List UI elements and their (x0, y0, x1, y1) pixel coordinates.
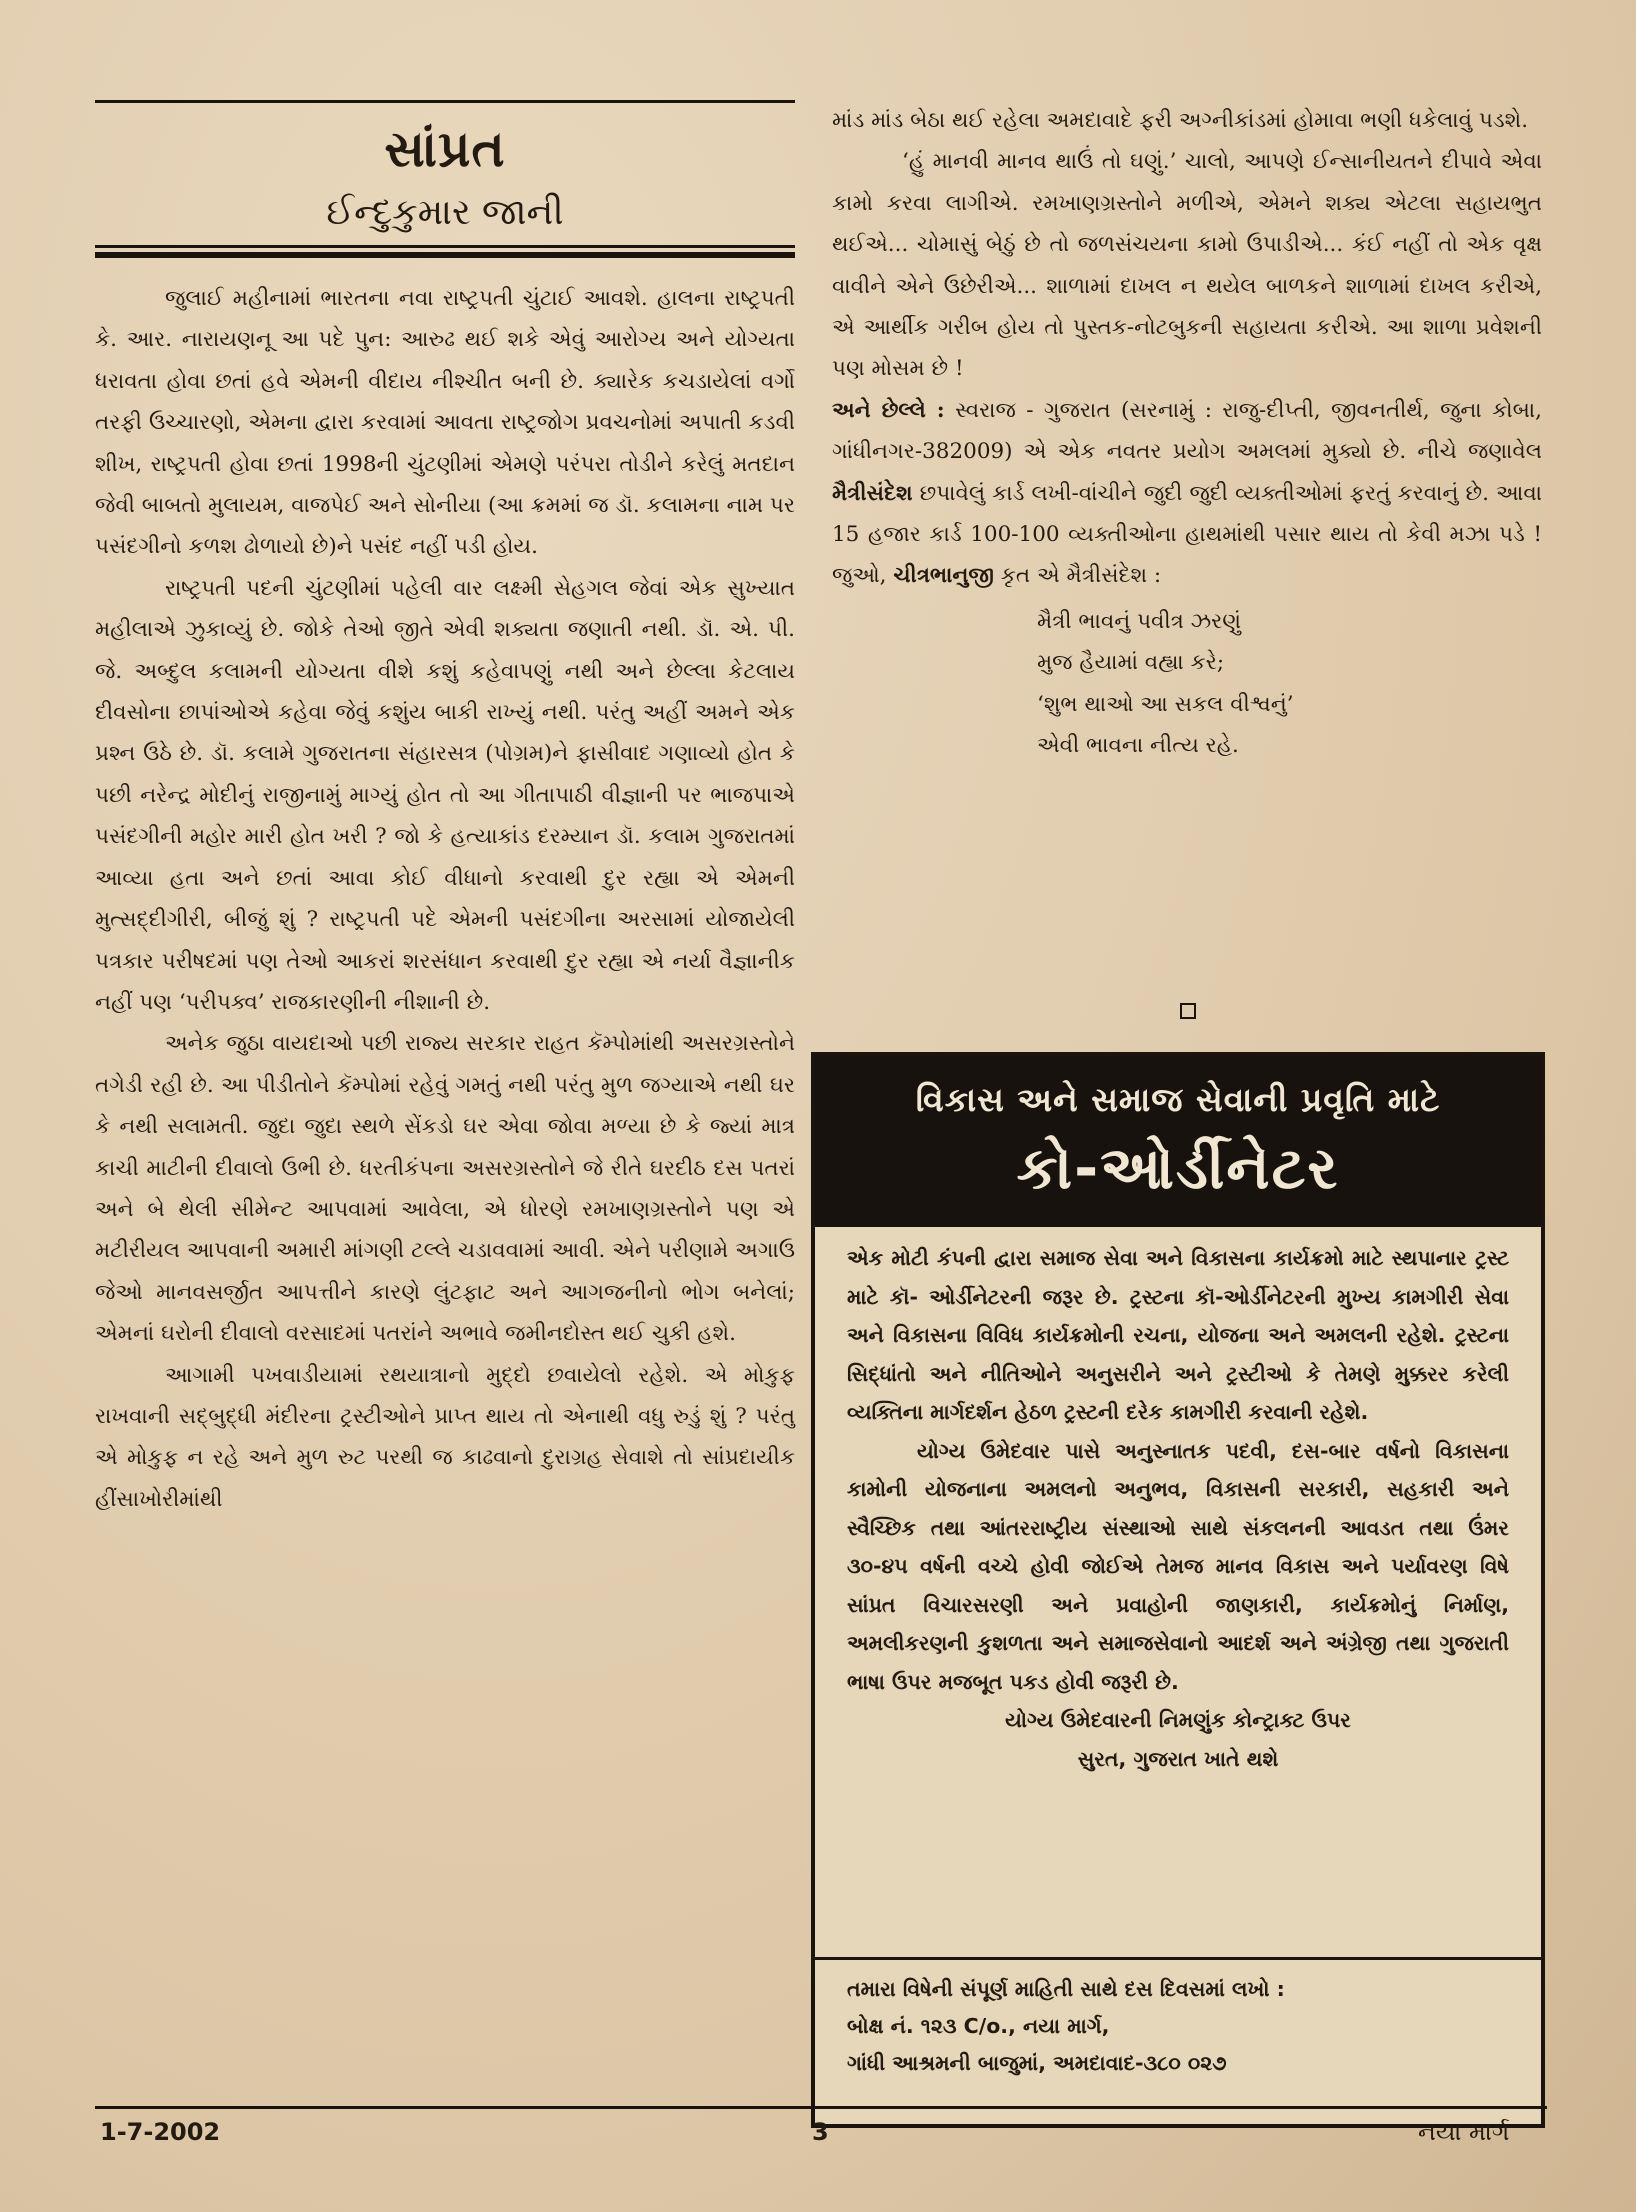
ad-heading: કો-ઓર્ડીનેટર (1016, 1134, 1340, 1202)
article-paragraph: ‘હું માનવી માનવ થાઉં તો ઘણું.’ ચાલો, આપણે ઈન્સાનીયતને દીપાવે એવા કામો કરવા લાગીએ. રમખાણગ્રસ્તોને મળીએ, એમને શક્ય એટલા સહાયભુત થઈએ... ચોમાસું બેઠું છે તો જળસંચયના કામો ઉપાડીએ... કંઈ નહીં તો એક વૃક્ષ વાવીને એને ઉછેરીએ... શાળામાં દાખલ ન થયેલ બાળકને શાળામાં દાખલ કરીએ, એ આર્થીક ગરીબ હોય તો પુસ્તક-નોટબુકની સહાયતા કરીએ. આ શાળા પ્રવેશની પણ મોસમ છે ! (832, 149, 1542, 382)
maitri-sandesh-term: મૈત્રીસંદેશ (832, 480, 913, 506)
ad-contact-line: બોક્ષ નં. ૧૨૩ C/o., નયા માર્ગ, (847, 2014, 1110, 2038)
ad-appointment-line: સુરત, ગુજરાત ખાતે થશે (1077, 1746, 1279, 1771)
closing-paragraph (832, 390, 1542, 597)
ad-body (815, 1227, 1541, 1778)
article-paragraph: અનેક જુઠા વાયદાઓ પછી રાજ્ય સરકાર રાહત કૅમ્પોમાંથી અસરગ્રસ્તોને તગેડી રહી છે. આ પીડીતોને કૅમ્પોમાં રહેવું ગમતું નથી પરંતુ મુળ જગ્યાએ નથી ઘર કે નથી સલામતી. જુદા જુદા સ્થળે સેંકડો ઘર એવા જોવા મળ્યા છે કે જ્યાં માત્ર કાચી માટીની દીવાલો ઉભી છે. ધરતીકંપના અસરગ્રસ્તોને જે રીતે ઘરદીઠ દસ પતરાં અને બે થેલી સીમેન્ટ આપવામાં આવેલા, એ ધોરણે રમખાણગ્રસ્તોને પણ એ મટીરીયલ આપવાની અમારી માંગણી ટલ્લે ચડાવવામાં આવી. એને પરીણામે અગાઉ જેઓ માનવસર્જીત આપત્તીને કારણે લુંટફાટ અને આગજનીનો ભોગ બનેલાં; એમનાં ઘરોની દીવાલો વરસાદમાં પતરાંને અભાવે જમીનદોસ્ત થઈ ચુકી હશે. (95, 1031, 795, 1347)
article-body-right (832, 100, 1542, 597)
closing-text: છપાવેલું કાર્ડ લખી-વાંચીને જુદી જુદી વ્યક્તીઓમાં ફરતું કરવાનું છે. આવા 15 હજાર કાર્ડ 100-100 વ્યક્તીઓના હાથમાંથી પસાર થાય તો કેવી મઝા પડે ! જુઓ, (832, 480, 1542, 589)
ad-header (815, 1056, 1541, 1227)
closing-lead: અને છેલ્લે : (832, 397, 945, 423)
ad-subheading: વિકાસ અને સમાજ સેવાની પ્રવૃતિ માટે (915, 1080, 1441, 1119)
author-rule-thick (95, 252, 795, 258)
article-paragraph: જુલાઈ મહીનામાં ભારતના નવા રાષ્ટ્રપતી ચુંટાઈ આવશે. હાલના રાષ્ટ્રપતી કે. આર. નારાયણનૂ આ પદે પુન: આરુઢ થઈ શકે એવું આરોગ્ય અને યોગ્યતા ધરાવતા હોવા છતાં હવે એમની વીદાય નીશ્ચીત બની છે. ક્યારેક કચડાયેલાં વર્ગો તરફી ઉચ્ચારણો, એમના દ્વારા કરવામાં આવતા રાષ્ટ્રજોગ પ્રવચનોમાં અપાતી કડવી શીખ, રાષ્ટ્રપતી હોવા છતાં 1998ની ચુંટણીમાં એમણે પરંપરા તોડીને કરેલું મતદાન જેવી બાબતો મુલાયમ, વાજપેઈ અને સોનીયા (આ ક્રમમાં જ ડૉ. કલામના નામ પર પસંદગીનો કળશ ઢોળાયો છે)ને પસંદ નહીં પડી હોય. (95, 286, 795, 560)
ad-appointment-line: યોગ્ય ઉમેદવારની નિમણુંક કોન્ટ્રાક્ટ ઉપર (1005, 1708, 1351, 1732)
page-number: 3 (812, 2118, 829, 2146)
top-rule (95, 100, 795, 103)
article-body-left (95, 278, 795, 1520)
ad-contact-line: ગાંધી આશ્રમની બાજુમાં, અમદાવાદ-૩૮૦ ૦૨૭ (847, 2051, 1227, 2075)
closing-text: કૃત એ મૈત્રીસંદેશ : (993, 563, 1162, 589)
issue-date: 1-7-2002 (100, 2118, 221, 2146)
poem-line: એવી ભાવના નીત્ય રહે. (1037, 733, 1239, 759)
right-column (832, 100, 1542, 767)
article-paragraph: રાષ્ટ્રપતી પદની ચુંટણીમાં પહેલી વાર લક્ષ્મી સેહગલ જેવાં એક સુખ્યાત મહીલાએ ઝુકાવ્યું છે. જોકે તેઓ જીતે એવી શક્યતા જણાતી નથી. ડૉ. એ. પી. જે. અબ્દુલ કલામની યોગ્યતા વીશે કશું કહેવાપણું નથી અને છેલ્લા કેટલાય દીવસોના છાપાંઓએ કહેવા જેવું કશુંય બાકી રાખ્યું નથી. પરંતુ અહીં અમને એક પ્રશ્ન ઉઠે છે. ડૉ. કલામે ગુજરાતના સંહારસત્ર (પોગ્રમ)ને ફાસીવાદ ગણાવ્યો હોત કે પછી નરેન્દ્ર મોદીનું રાજીનામું માગ્યું હોત તો આ ગીતાપાઠી વીજ્ઞાની પર ભાજપાએ પસંદગીની મહોર મારી હોત ખરી ? જો કે હત્યાકાંડ દરમ્યાન ડૉ. કલામ ગુજરાતમાં આવ્યા હતા અને છતાં આવા કોઈ વીધાનો કરવાથી દુર રહ્યા એ એમની મુત્સદ્દીગીરી, બીજું શું ? રાષ્ટ્રપતી પદે એમની પસંદગીના અરસામાં યોજાયેલી પત્રકાર પરીષદમાં પણ તેઓ આકરાં શરસંધાન કરવાથી દુર રહ્યા એ નર્યા વૈજ્ઞાનીક નહીં પણ ‘પરીપક્વ’ રાજકારણીની નીશાની છે. (95, 575, 795, 1015)
footer-rule (95, 2106, 1547, 2109)
left-column (95, 100, 795, 1520)
poem-line: મૈત્રી ભાવનું પવીત્ર ઝરણું (1037, 608, 1242, 634)
ad-contact-line: તમારા વિષેની સંપૂર્ણ માહિતી સાથે દસ દિવસમાં લખો : (847, 1977, 1285, 2001)
article-paragraph: આગામી પખવાડીયામાં રથયાત્રાનો મુદ્દો છવાયેલો રહેશે. એ મોકુફ રાખવાની સદ્બુદ્ધી મંદીરના ટ્રસ્ટીઓને પ્રાપ્ત થાય તો એનાથી વધુ રુડું શું ? પરંતુ એ મોકુફ ન રહે અને મુળ રુટ પરથી જ કાઢવાનો દુરાગ્રહ સેવાશે તો સાંપ્રદાયીક હીંસાખોરીમાંથી (95, 1362, 795, 1512)
ad-paragraph: એક મોટી કંપની દ્વારા સમાજ સેવા અને વિકાસના કાર્યક્રમો માટે સ્થપાનાર ટ્રસ્ટ માટે કૉ- ઓર્ડીનેટરની જરૂર છે. ટ્રસ્ટના કૉ-ઓર્ડીનેટરની મુખ્ય કામગીરી સેવા અને વિકાસના વિવિધ કાર્યક્રમોની રચના, યોજના અને અમલની રહેશે. ટ્રસ્ટના સિદ્ધાંતો અને નીતિઓને અનુસરીને અને ટ્રસ્ટીઓ કે તેમણે મુક્કરર કરેલી વ્યક્તિના માર્ગદર્શન હેઠળ ટ્રસ્ટની દરેક કામગીરી કરવાની રહેશે. (847, 1246, 1509, 1424)
ad-paragraph: યોગ્ય ઉમેદવાર પાસે અનુસ્નાતક પદવી, દસ-બાર વર્ષનો વિકાસના કામોની યોજનાના અમલનો અનુભવ, વિકાસની સરકારી, સહકારી અને સ્વૈચ્છિક તથા આંતરરાષ્ટ્રીય સંસ્થાઓ સાથે સંકલનની આવડત તથા ઉંમર ૩૦-૪૫ વર્ષની વચ્ચે હોવી જોઈએ તેમજ માનવ વિકાસ અને પર્યાવરણ વિષે સાંપ્રત વિચારસરણી અને પ્રવાહોની જાણકારી, કાર્યક્રમોનું નિર્માણ, અમલીકરણની કુશળતા અને સમાજસેવાનો આદર્શ અને અંગ્રેજી તથા ગુજરાતી ભાષા ઉપર મજબૂત પકડ હોવી જરૂરી છે. (847, 1438, 1509, 1694)
author-rule (95, 245, 795, 248)
section-title: સાંપ્રત (384, 120, 506, 178)
closing-text: સ્વરાજ - ગુજરાત (સરનામું : રાજુ-દીપ્તી, જીવનતીર્થ, જુના કોબા, ગાંધીનગર-382009) એ એક નવતર પ્રયોગ અમલમાં મુક્યો છે. નીચે જણાવેલ (832, 397, 1542, 465)
poem-line: ‘શુભ થાઓ આ સકલ વીશ્વનું’ (1037, 691, 1294, 717)
poem (1037, 601, 1542, 767)
job-advertisement (811, 1052, 1545, 2128)
article-end-square-icon (1180, 1003, 1196, 1019)
author-name: ઈન્દુકુમાર જાની (326, 192, 564, 233)
poet-name: ચીત્રભાનુજી (893, 563, 994, 589)
ad-contact (847, 1971, 1285, 2082)
poem-line: મુજ હૈયામાં વહ્યા કરે; (1037, 650, 1225, 676)
publication-name: નયા માર્ગ (1418, 2118, 1510, 2146)
article-paragraph: માંડ માંડ બેઠા થઈ રહેલા અમદાવાદે ફરી અગ્નીકાંડમાં હોમાવા ભણી ધકેલાવું પડશે. (832, 108, 1529, 133)
ad-divider (815, 1957, 1541, 1960)
